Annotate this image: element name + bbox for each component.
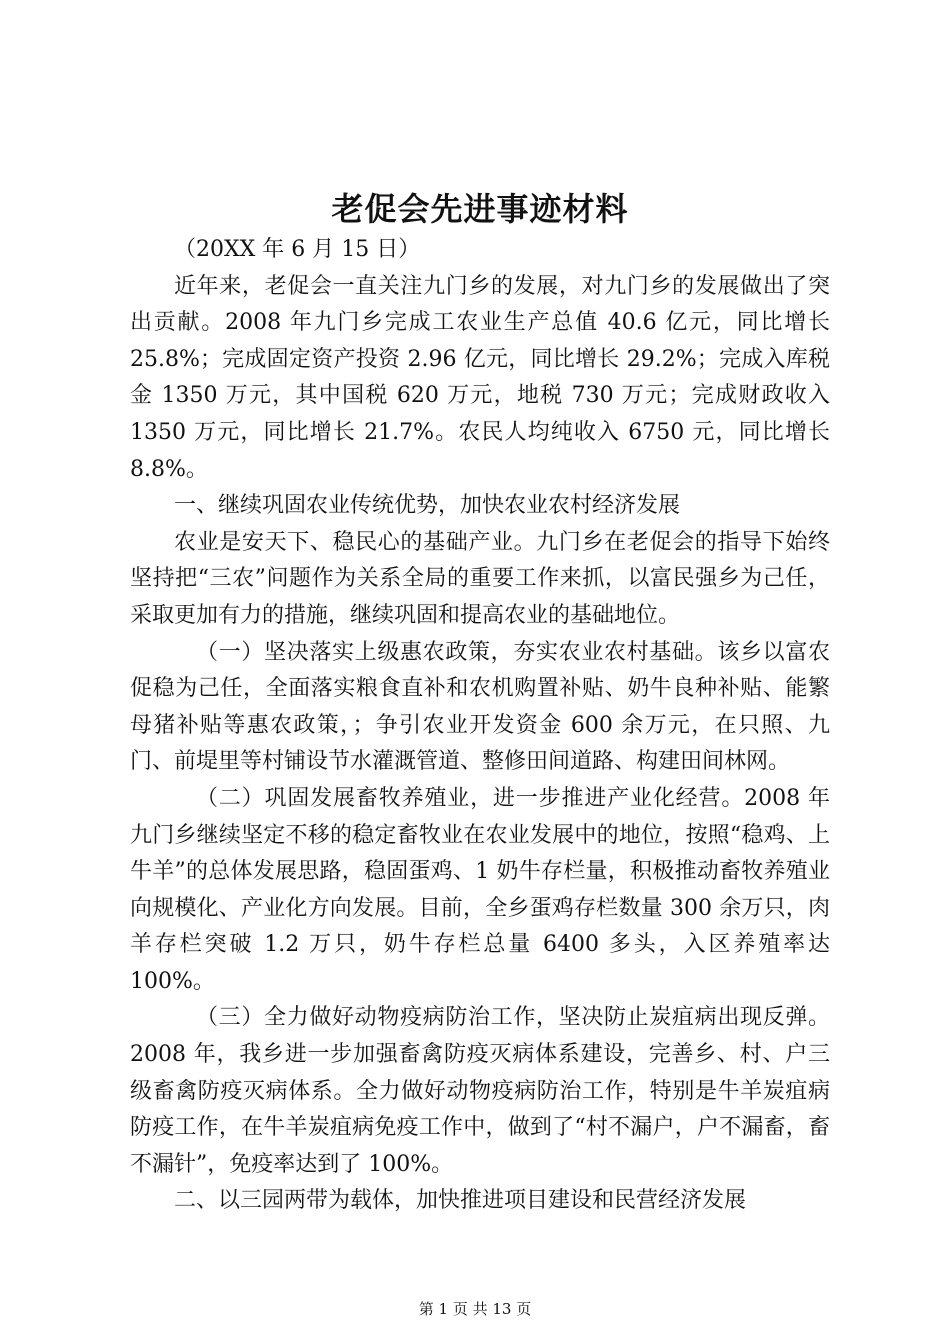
paragraph-subsection-2: （二）巩固发展畜牧养殖业，进一步推进产业化经营。2008 年九门乡继续坚定不移的稳定畜牧业在农业发展中的地位，按照“稳鸡、上牛羊”的总体发展思路，稳固蛋鸡、1 奶牛存栏量，积极推动畜牧养殖业向规模化、产业化方向发展。目前，全乡蛋鸡存栏数量 300 余万只，肉羊存栏突破 1.2 万只，奶牛存栏总量 6400 多头，入区养殖率达 100%。: [130, 785, 830, 994]
paragraph-subsection-1: （一）坚决落实上级惠农政策，夯实农业农村基础。该乡以富农促稳为己任，全面落实粮食直补和农机购置补贴、奶牛良种补贴、能繁母猪补贴等惠农政策，；争引农业开发资金 600 余万元，在只照、九门、前堤里等村铺设节水灌溉管道、整修田间道路、构建田间林网。: [130, 639, 830, 775]
document-body: [130, 232, 830, 1220]
section-heading-1: 一、继续巩固农业传统优势，加快农业农村经济发展: [174, 493, 681, 519]
paragraph-subsection-3: （三）全力做好动物疫病防治工作，坚决防止炭疽病出现反弹。2008 年，我乡进一步加强畜禽防疫灭病体系建设，完善乡、村、户三级畜禽防疫灭病体系。全力做好动物疫病防治工作，特别是牛羊炭疽病防疫工作，在牛羊炭疽病免疫工作中，做到了“村不漏户，户不漏畜，畜不漏针”，免疫率达到了 100%。: [130, 1005, 830, 1177]
document-title: 老促会先进事迹材料: [331, 190, 629, 228]
paragraph-intro: 近年来，老促会一直关注九门乡的发展，对九门乡的发展做出了突出贡献。2008 年九门乡完成工农业生产总值 40.6 亿元，同比增长 25.8%；完成固定资产投资 2.96 亿元，同比增长 29.2%；完成入库税金 1350 万元，其中国税 620 万元，地税 730 万元；完成财政收入 1350 万元，同比增长 21.7%。农民人均纯收入 6750 元，同比增长 8.8%。: [130, 273, 830, 482]
paragraph-agriculture: 农业是安天下、稳民心的基础产业。九门乡在老促会的指导下始终坚持把“三农”问题作为关系全局的重要工作来抓，以富民强乡为己任，采取更加有力的措施，继续巩固和提高农业的基础地位。: [130, 529, 830, 628]
section-heading-2: 二、以三园两带为载体，加快推进项目建设和民营经济发展: [174, 1188, 747, 1214]
date-line: （20XX 年 6 月 15 日）: [174, 237, 421, 262]
page-footer: 第 1 页 共 13 页: [418, 1300, 532, 1318]
